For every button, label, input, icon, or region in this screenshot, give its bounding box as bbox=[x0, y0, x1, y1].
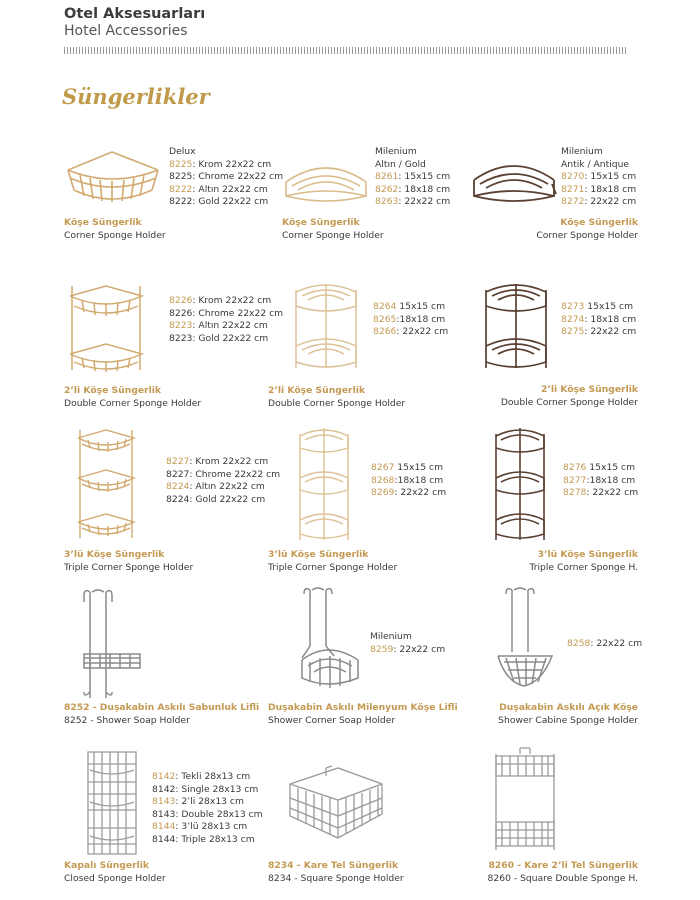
product-title: Köşe Süngerlik bbox=[282, 217, 360, 228]
product-subtitle: 8260 - Square Double Sponge H. bbox=[487, 873, 638, 884]
product-title: 3’lü Köşe Süngerlik bbox=[268, 549, 369, 560]
spec-line bbox=[563, 487, 638, 500]
spec-code: 8223 bbox=[169, 320, 193, 332]
spec-line bbox=[375, 196, 450, 209]
spec-detail: : Krom 22x22 cm bbox=[189, 456, 269, 467]
spec-line bbox=[169, 295, 283, 308]
spec-detail: : 22x22 cm bbox=[394, 487, 447, 499]
spec-line bbox=[169, 333, 283, 346]
spec-detail: : 22x22 cm bbox=[393, 643, 446, 655]
spec-list bbox=[169, 295, 283, 345]
product-image-shower-open-corner bbox=[494, 586, 556, 700]
spec-detail: : 2’li 28x13 cm bbox=[175, 796, 244, 808]
spec-line bbox=[152, 821, 263, 834]
product-image-corner-milenium-gold bbox=[282, 152, 370, 206]
spec-line bbox=[370, 644, 445, 657]
spec-code: 8269 bbox=[371, 487, 395, 499]
product-title: 2’li Köşe Süngerlik bbox=[541, 384, 638, 395]
spec-detail: : Tekli 28x13 cm bbox=[175, 771, 251, 782]
spec-code: 8274 bbox=[561, 313, 585, 325]
product-subtitle: Triple Corner Sponge Holder bbox=[64, 562, 194, 573]
spec-list bbox=[169, 146, 283, 209]
spec-line bbox=[563, 475, 638, 488]
spec-text: 8225: Chrome 22x22 cm bbox=[169, 171, 284, 183]
spec-text: 8224: Gold 22x22 cm bbox=[166, 493, 266, 505]
spec-detail: : Krom 22x22 cm bbox=[192, 295, 272, 306]
spec-line bbox=[561, 196, 636, 209]
spec-list bbox=[370, 631, 445, 656]
spec-code: 8270 bbox=[561, 171, 585, 183]
product-subtitle: Double Corner Sponge Holder bbox=[64, 398, 202, 409]
spec-detail: : 15x15 cm bbox=[398, 171, 451, 183]
spec-line bbox=[561, 171, 636, 184]
product-subtitle: Closed Sponge Holder bbox=[64, 873, 166, 884]
spec-line bbox=[567, 638, 642, 651]
product-image-triple-corner-gold bbox=[74, 426, 138, 542]
spec-line bbox=[561, 159, 636, 172]
spec-detail: : 18x18 cm bbox=[584, 183, 637, 195]
product-title: 2’li Köşe Süngerlik bbox=[268, 385, 365, 396]
spec-list bbox=[561, 301, 636, 339]
product-subtitle: 8252 - Shower Soap Holder bbox=[64, 715, 190, 726]
product-image-double-corner-milenium-gold bbox=[290, 282, 362, 374]
spec-list bbox=[371, 462, 446, 500]
product-subtitle: Double Corner Sponge Holder bbox=[268, 398, 406, 409]
spec-line bbox=[370, 631, 445, 644]
catalog-header bbox=[64, 6, 205, 39]
spec-code: 8263 bbox=[375, 196, 399, 208]
header-hatch-divider bbox=[64, 47, 626, 54]
spec-line bbox=[371, 462, 446, 475]
spec-list bbox=[563, 462, 638, 500]
spec-line bbox=[561, 146, 636, 159]
spec-line bbox=[152, 834, 263, 847]
spec-detail: Antik / Antique bbox=[561, 158, 630, 170]
product-subtitle: Double Corner Sponge Holder bbox=[500, 397, 638, 408]
product-title: Duşakabin Askılı Milenyum Köşe Lifli bbox=[268, 702, 458, 713]
product-subtitle: 8234 - Square Sponge Holder bbox=[268, 873, 404, 884]
spec-code: 8275 bbox=[561, 326, 585, 338]
product-title: Kapalı Süngerlik bbox=[64, 860, 150, 871]
spec-detail: : 22x22 cm bbox=[584, 326, 637, 338]
spec-list bbox=[567, 638, 642, 651]
spec-list bbox=[166, 456, 280, 506]
product-subtitle: Triple Corner Sponge H. bbox=[529, 562, 638, 573]
spec-code: 8142 bbox=[152, 771, 176, 782]
spec-detail: :18x18 cm bbox=[394, 474, 444, 486]
spec-line bbox=[373, 326, 448, 339]
spec-detail: : 18x18 cm bbox=[584, 313, 637, 325]
product-image-square-double-sponge-holder bbox=[490, 746, 560, 858]
spec-line bbox=[152, 809, 263, 822]
spec-line bbox=[169, 308, 283, 321]
spec-code: 8144 bbox=[152, 821, 176, 833]
spec-detail: Milenium bbox=[375, 146, 417, 157]
spec-list bbox=[373, 301, 448, 339]
spec-code: 8224 bbox=[166, 481, 190, 493]
catalog-title-tr: Otel Aksesuarları bbox=[64, 6, 206, 22]
spec-text: 8226: Chrome 22x22 cm bbox=[169, 307, 284, 319]
spec-code: 8222 bbox=[169, 183, 193, 195]
spec-line bbox=[561, 184, 636, 197]
spec-line bbox=[373, 314, 448, 327]
spec-text: 8227: Chrome 22x22 cm bbox=[166, 468, 281, 480]
product-image-double-corner-milenium-antique bbox=[480, 282, 552, 374]
product-subtitle: Shower Cabine Sponge Holder bbox=[498, 715, 638, 726]
spec-line bbox=[563, 462, 638, 475]
spec-line bbox=[561, 301, 636, 314]
spec-line bbox=[371, 475, 446, 488]
spec-line bbox=[373, 301, 448, 314]
spec-list bbox=[375, 146, 450, 209]
product-image-triple-corner-milenium-antique bbox=[492, 426, 548, 544]
product-title: 8252 - Duşakabin Askılı Sabunluk Lifli bbox=[64, 702, 260, 713]
spec-detail: : 15x15 cm bbox=[584, 171, 637, 183]
product-image-shower-soap-holder bbox=[80, 588, 144, 700]
spec-line bbox=[169, 184, 283, 197]
spec-code: 8225 bbox=[169, 158, 193, 170]
spec-detail: 15x15 cm bbox=[396, 301, 446, 312]
spec-detail: : Altın 22x22 cm bbox=[192, 183, 268, 195]
spec-code: 8259 bbox=[370, 643, 394, 655]
spec-detail: Delux bbox=[169, 146, 196, 157]
product-subtitle: Triple Corner Sponge Holder bbox=[268, 562, 398, 573]
spec-line bbox=[375, 159, 450, 172]
spec-detail: 15x15 cm bbox=[586, 462, 636, 473]
product-title: Duşakabin Askılı Açık Köşe bbox=[499, 702, 638, 713]
spec-line bbox=[166, 469, 280, 482]
spec-text: 8223: Gold 22x22 cm bbox=[169, 332, 269, 344]
spec-line bbox=[166, 481, 280, 494]
spec-line bbox=[152, 784, 263, 797]
spec-detail: : 22x22 cm bbox=[584, 196, 637, 208]
product-image-double-corner-gold bbox=[64, 282, 148, 374]
spec-code: 8266 bbox=[373, 326, 397, 338]
product-subtitle: Corner Sponge Holder bbox=[282, 230, 384, 241]
section-title: Süngerlikler bbox=[62, 84, 210, 109]
spec-detail: :18x18 cm bbox=[396, 313, 446, 325]
spec-detail: : Altın 22x22 cm bbox=[189, 481, 265, 493]
product-title: 3’lü Köşe Süngerlik bbox=[64, 549, 165, 560]
spec-line bbox=[561, 326, 636, 339]
spec-detail: : 18x18 cm bbox=[398, 183, 451, 195]
spec-text: 8142: Single 28x13 cm bbox=[152, 783, 259, 795]
spec-text: 8144: Triple 28x13 cm bbox=[152, 833, 255, 845]
spec-detail: : 22x22 cm bbox=[396, 326, 449, 338]
spec-text: 8143: Double 28x13 cm bbox=[152, 808, 263, 820]
product-image-corner-gold bbox=[62, 148, 162, 206]
spec-code: 8276 bbox=[563, 462, 587, 473]
spec-line bbox=[166, 456, 280, 469]
spec-detail: :18x18 cm bbox=[586, 474, 636, 486]
product-title: 8234 - Kare Tel Süngerlik bbox=[268, 860, 399, 871]
spec-line bbox=[169, 320, 283, 333]
spec-line bbox=[169, 196, 283, 209]
spec-line bbox=[152, 796, 263, 809]
spec-detail: : 3’lü 28x13 cm bbox=[175, 821, 248, 833]
spec-code: 8272 bbox=[561, 196, 585, 208]
spec-code: 8262 bbox=[375, 183, 399, 195]
spec-code: 8273 bbox=[561, 301, 585, 312]
product-title: 2’li Köşe Süngerlik bbox=[64, 385, 161, 396]
spec-line bbox=[375, 171, 450, 184]
spec-code: 8227 bbox=[166, 456, 190, 467]
spec-detail: Milenium bbox=[370, 631, 412, 642]
spec-line bbox=[166, 494, 280, 507]
spec-code: 8271 bbox=[561, 183, 585, 195]
spec-detail: 15x15 cm bbox=[584, 301, 634, 312]
spec-code: 8268 bbox=[371, 474, 395, 486]
product-title: Köşe Süngerlik bbox=[560, 217, 638, 228]
spec-line bbox=[152, 771, 263, 784]
spec-code: 8258 bbox=[567, 638, 591, 649]
spec-detail: : 22x22 cm bbox=[586, 487, 639, 499]
spec-detail: : Krom 22x22 cm bbox=[192, 158, 272, 170]
spec-line bbox=[169, 146, 283, 159]
spec-detail: Milenium bbox=[561, 146, 603, 157]
product-title: Köşe Süngerlik bbox=[64, 217, 142, 228]
spec-line bbox=[375, 184, 450, 197]
product-image-corner-milenium-antique bbox=[470, 150, 558, 206]
spec-code: 8265 bbox=[373, 313, 397, 325]
spec-list bbox=[561, 146, 636, 209]
spec-code: 8226 bbox=[169, 295, 193, 306]
spec-code: 8278 bbox=[563, 487, 587, 499]
spec-code: 8261 bbox=[375, 171, 399, 183]
spec-detail: : 22x22 cm bbox=[398, 196, 451, 208]
spec-line bbox=[561, 314, 636, 327]
spec-line bbox=[375, 146, 450, 159]
product-subtitle: Shower Corner Soap Holder bbox=[268, 715, 396, 726]
product-title: 3’lü Köşe Süngerlik bbox=[537, 549, 638, 560]
spec-detail: : 22x22 cm bbox=[590, 638, 643, 649]
product-image-triple-corner-milenium-gold bbox=[296, 426, 352, 544]
spec-text: 8222: Gold 22x22 cm bbox=[169, 196, 269, 208]
catalog-title-en: Hotel Accessories bbox=[64, 23, 188, 39]
spec-list bbox=[152, 771, 263, 847]
spec-code: 8267 bbox=[371, 462, 395, 473]
spec-code: 8277 bbox=[563, 474, 587, 486]
spec-detail: Altın / Gold bbox=[375, 158, 426, 170]
product-subtitle: Corner Sponge Holder bbox=[536, 230, 638, 241]
product-image-closed-sponge-holder bbox=[84, 748, 140, 858]
spec-line bbox=[169, 171, 283, 184]
spec-line bbox=[371, 487, 446, 500]
spec-code: 8264 bbox=[373, 301, 397, 312]
product-title: 8260 - Kare 2’li Tel Süngerlik bbox=[488, 860, 638, 871]
spec-line bbox=[169, 159, 283, 172]
spec-detail: : Altın 22x22 cm bbox=[192, 320, 268, 332]
product-image-shower-corner-milenium bbox=[298, 586, 362, 700]
product-subtitle: Corner Sponge Holder bbox=[64, 230, 166, 241]
spec-detail: 15x15 cm bbox=[394, 462, 444, 473]
product-image-square-sponge-holder bbox=[286, 764, 386, 844]
spec-code: 8143 bbox=[152, 796, 176, 808]
